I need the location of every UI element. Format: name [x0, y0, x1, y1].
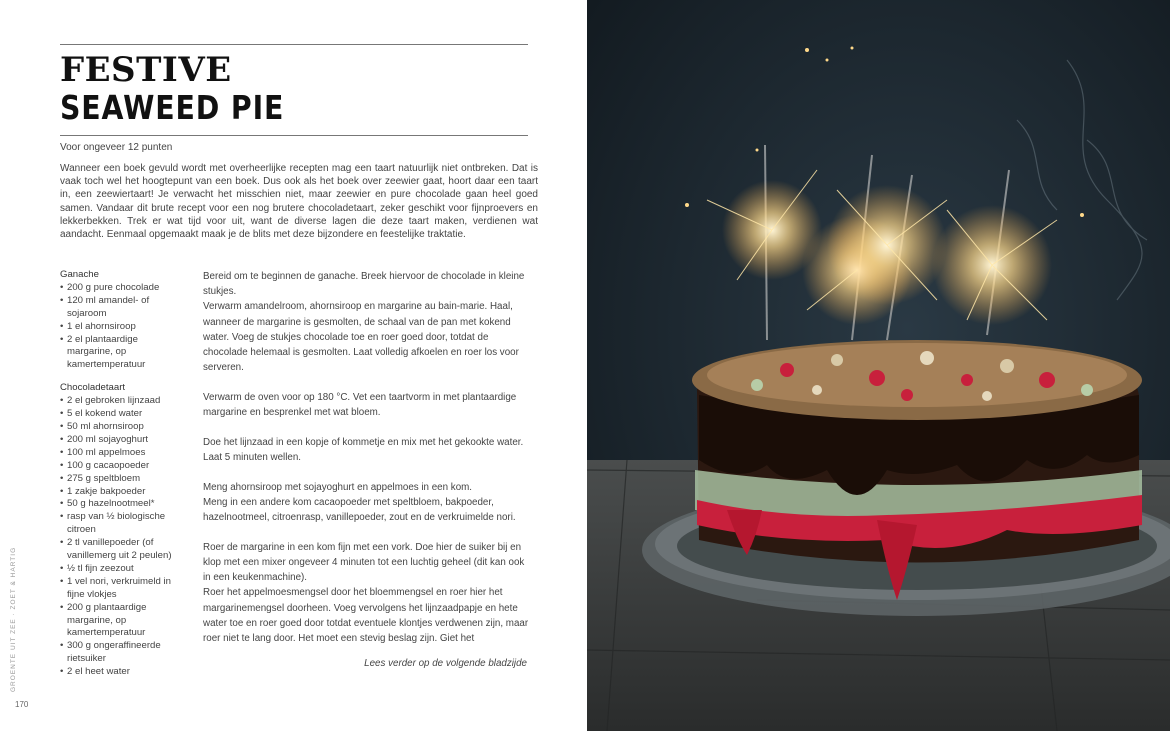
ingredient-item: • 2 el gebroken lijnzaad — [60, 395, 178, 408]
ingredients-column — [60, 269, 178, 689]
ingredient-item: • 200 g plantaardige margarine, op kamertemperatuur — [60, 602, 178, 641]
ingredient-item: • 2 tl vanillepoeder (of vanillemerg uit 2 peulen) — [60, 537, 178, 563]
ingredient-item: • 1 zakje bakpoeder — [60, 486, 178, 499]
page-number: 170 — [15, 700, 29, 709]
ingredient-item: • 100 g cacaopoeder — [60, 460, 178, 473]
cake-heading: Chocoladetaart — [60, 382, 126, 394]
intro-paragraph: Wanneer een boek gevuld wordt met overheerlijke recepten mag een taart natuurlijk niet ontbreken. Dat is vaak toch wel het hoogtepunt van een boek. Dus ook als het boek over zeewier gaat, hoort daar een taart in, een zeewiertaart! Je verwacht het misschien niet, maar zeewier en pure chocolade gaan heel goed samen. Vandaar dit brute recept voor een nog brutere chocoladetaart, zeker geschikt voor fijnproevers en lekkerbekken. Trek er wat tijd voor uit, want de diverse lagen die deze taart maken, verdienen wat aandacht. Eenmaal opgemaakt maak je de blits met deze bijzondere en feestelijke traktatie. — [60, 163, 538, 241]
serving-size: Voor ongeveer 12 punten — [60, 142, 173, 153]
method-paragraph: Verwarm de oven voor op 180 °C. Vet een taartvorm in met plantaardige margarine en besprenkel met wat bloem. — [203, 391, 517, 419]
continue-note: Lees verder op de volgende bladzijde — [364, 658, 527, 669]
ingredient-item: • 100 ml appelmoes — [60, 447, 178, 460]
ingredient-item: • 200 g pure chocolade — [60, 282, 178, 295]
method-paragraph: Doe het lijnzaad in een kopje of kommetje en mix met het gekookte water. Laat 5 minuten wellen. — [203, 436, 524, 464]
method-paragraph: Roer de margarine in een kom fijn met een vork. Doe hier de suiker bij en klop met een mixer ongeveer 4 minuten tot een luchtig geheel (dit kan ook in een keukenmachine). Roer het appelmoesmengsel door het bloemmengsel en roer hier het margarinemengsel doorheen. Voeg vervolgens het lijnzaadpapje en hete water toe en roer goed door totdat eventuele klontjes verdwenen zijn, maar roer niet te lang door. Het moet een stevig beslag zijn. Giet het — [203, 541, 529, 645]
cake-list — [60, 395, 178, 679]
ingredient-item: • 1 vel nori, verkruimeld in fijne vlokjes — [60, 576, 178, 602]
ingredient-item: • rasp van ½ biologische citroen — [60, 511, 178, 537]
ingredient-item: • 275 g speltbloem — [60, 473, 178, 486]
ganache-heading: Ganache — [60, 269, 99, 280]
cake-photo — [587, 0, 1170, 731]
ingredient-item: • 2 el heet water — [60, 666, 178, 679]
title-rule — [60, 135, 528, 136]
top-rule — [60, 44, 528, 45]
ingredient-item: • 120 ml amandel- of sojaroom — [60, 295, 178, 321]
ingredient-item: • 5 el kokend water — [60, 408, 178, 421]
book-section-caption: GROENTE UIT ZEE · ZOET & HARTIG — [10, 546, 17, 692]
ingredient-item: • 200 ml sojayoghurt — [60, 434, 178, 447]
recipe-title-line2: SEAWEED PIE — [60, 88, 285, 127]
ingredient-item: • 300 g ongeraffineerde rietsuiker — [60, 640, 178, 666]
ganache-list — [60, 282, 178, 372]
recipe-title-line1: FESTIVE — [60, 50, 232, 90]
method-paragraph: Meng ahornsiroop met sojayoghurt en appelmoes in een kom. Meng in een andere kom cacaopoeder met speltbloem, bakpoeder, hazelnootmeel, citroenrasp, vanillepoeder, zout en de verkruimelde nori. — [203, 481, 516, 524]
method-column — [203, 269, 529, 661]
method-paragraph: Bereid om te beginnen de ganache. Breek hiervoor de chocolade in kleine stukjes. Verwarm amandelroom, ahornsiroop en margarine au bain-marie. Haal, wanneer de margarine is gesmolten, de schaal van de pan met kokend water. Voeg de stukjes chocolade toe en roer goed door, totdat de chocolade helemaal is gesmolten. Laat volledig afkoelen en roer los voor serveren. — [203, 271, 525, 374]
cake-photo-illustration — [587, 0, 1170, 731]
ingredient-item: • ½ tl fijn zeezout — [60, 563, 178, 576]
ingredient-item: • 2 el plantaardige margarine, op kamertemperatuur — [60, 334, 178, 373]
ingredient-item: • 50 g hazelnootmeel* — [60, 498, 178, 511]
ingredient-item: • 50 ml ahornsiroop — [60, 421, 178, 434]
ingredient-item: • 1 el ahornsiroop — [60, 321, 178, 334]
